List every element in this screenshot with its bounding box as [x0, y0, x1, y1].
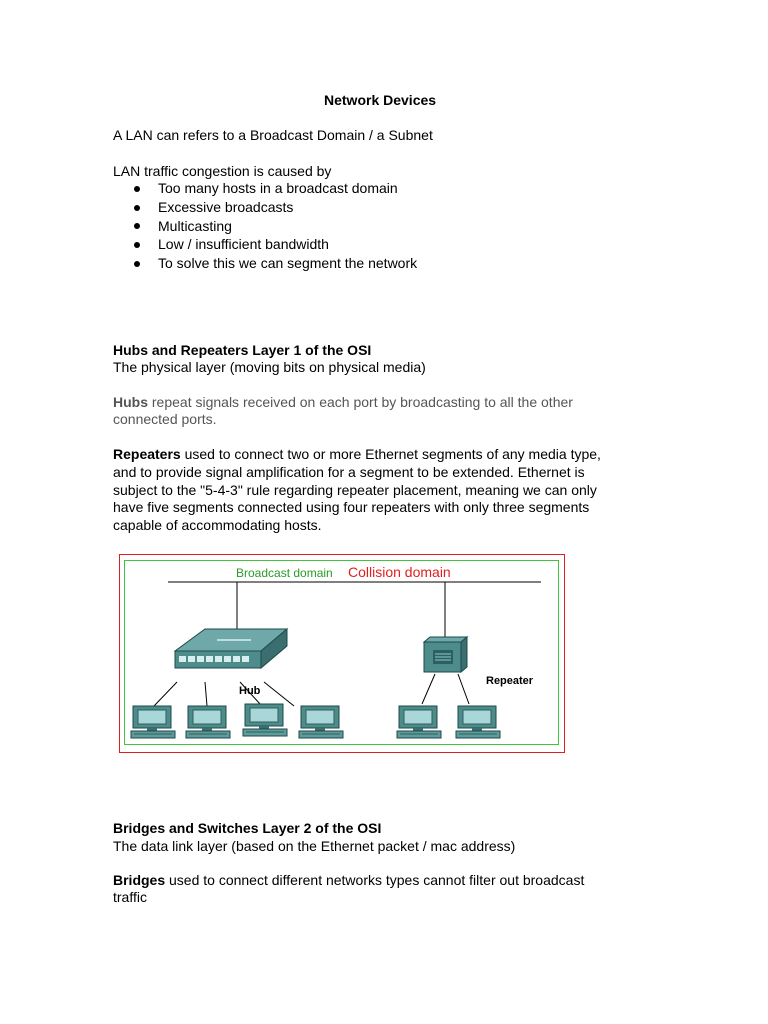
bridges-paragraph [113, 872, 584, 889]
repeaters-paragraph [113, 446, 601, 463]
bullet-icon [134, 261, 140, 267]
computer-icon [299, 706, 343, 738]
computer-icon [186, 706, 230, 738]
network-diagram [119, 554, 565, 754]
hubs-term: Hubs [113, 394, 148, 410]
bridges-text: used to connect different networks types cannot filter out broadcast [165, 872, 585, 888]
repeater-icon [424, 637, 467, 672]
bullet-icon [134, 186, 140, 192]
hubs-section-subtitle: The physical layer (moving bits on physical media) [113, 359, 426, 375]
list-item: Multicasting [158, 218, 232, 234]
computer-icon [131, 706, 175, 738]
list-item: To solve this we can segment the network [158, 255, 418, 271]
hubs-text: repeat signals received on each port by broadcasting to all the other [148, 394, 573, 410]
congestion-intro: LAN traffic congestion is caused by [113, 163, 332, 179]
bridges-section-heading: Bridges and Switches Layer 2 of the OSI [113, 820, 382, 836]
repeaters-paragraph-line: have five segments connected using four repeaters with only three segments [113, 499, 590, 515]
lan-definition: A LAN can refers to a Broadcast Domain / a Subnet [113, 127, 433, 143]
computer-icon [456, 706, 500, 738]
repeaters-term: Repeaters [113, 446, 181, 462]
bullet-icon [134, 223, 140, 229]
list-item: Excessive broadcasts [158, 199, 294, 215]
hub-label: Hub [239, 685, 261, 697]
list-item: Too many hosts in a broadcast domain [158, 180, 398, 196]
bullet-icon [134, 205, 140, 211]
repeaters-text: used to connect two or more Ethernet segments of any media type, [180, 446, 601, 462]
repeaters-paragraph-line: capable of accommodating hosts. [113, 517, 322, 533]
repeaters-paragraph-line: subject to the "5-4-3" rule regarding repeater placement, meaning we can only [113, 482, 597, 498]
computer-icon [243, 704, 287, 736]
repeaters-paragraph-line: and to provide signal amplification for a segment to be extended. Ethernet is [113, 464, 585, 480]
bridges-section-subtitle: The data link layer (based on the Ethernet packet / mac address) [113, 838, 516, 854]
hubs-paragraph-line: connected ports. [113, 411, 217, 427]
bullet-icon [134, 242, 140, 248]
hubs-paragraph [113, 394, 573, 411]
bridges-term: Bridges [113, 872, 166, 888]
list-item: Low / insufficient bandwidth [158, 236, 329, 252]
page-title: Network Devices [324, 92, 437, 108]
hubs-section-heading: Hubs and Repeaters Layer 1 of the OSI [113, 342, 372, 358]
broadcast-domain-label: Broadcast domain [236, 566, 333, 580]
bridges-paragraph-line: traffic [113, 889, 147, 905]
repeater-label: Repeater [486, 675, 534, 687]
collision-domain-label: Collision domain [348, 564, 451, 580]
computer-icon [397, 706, 441, 738]
